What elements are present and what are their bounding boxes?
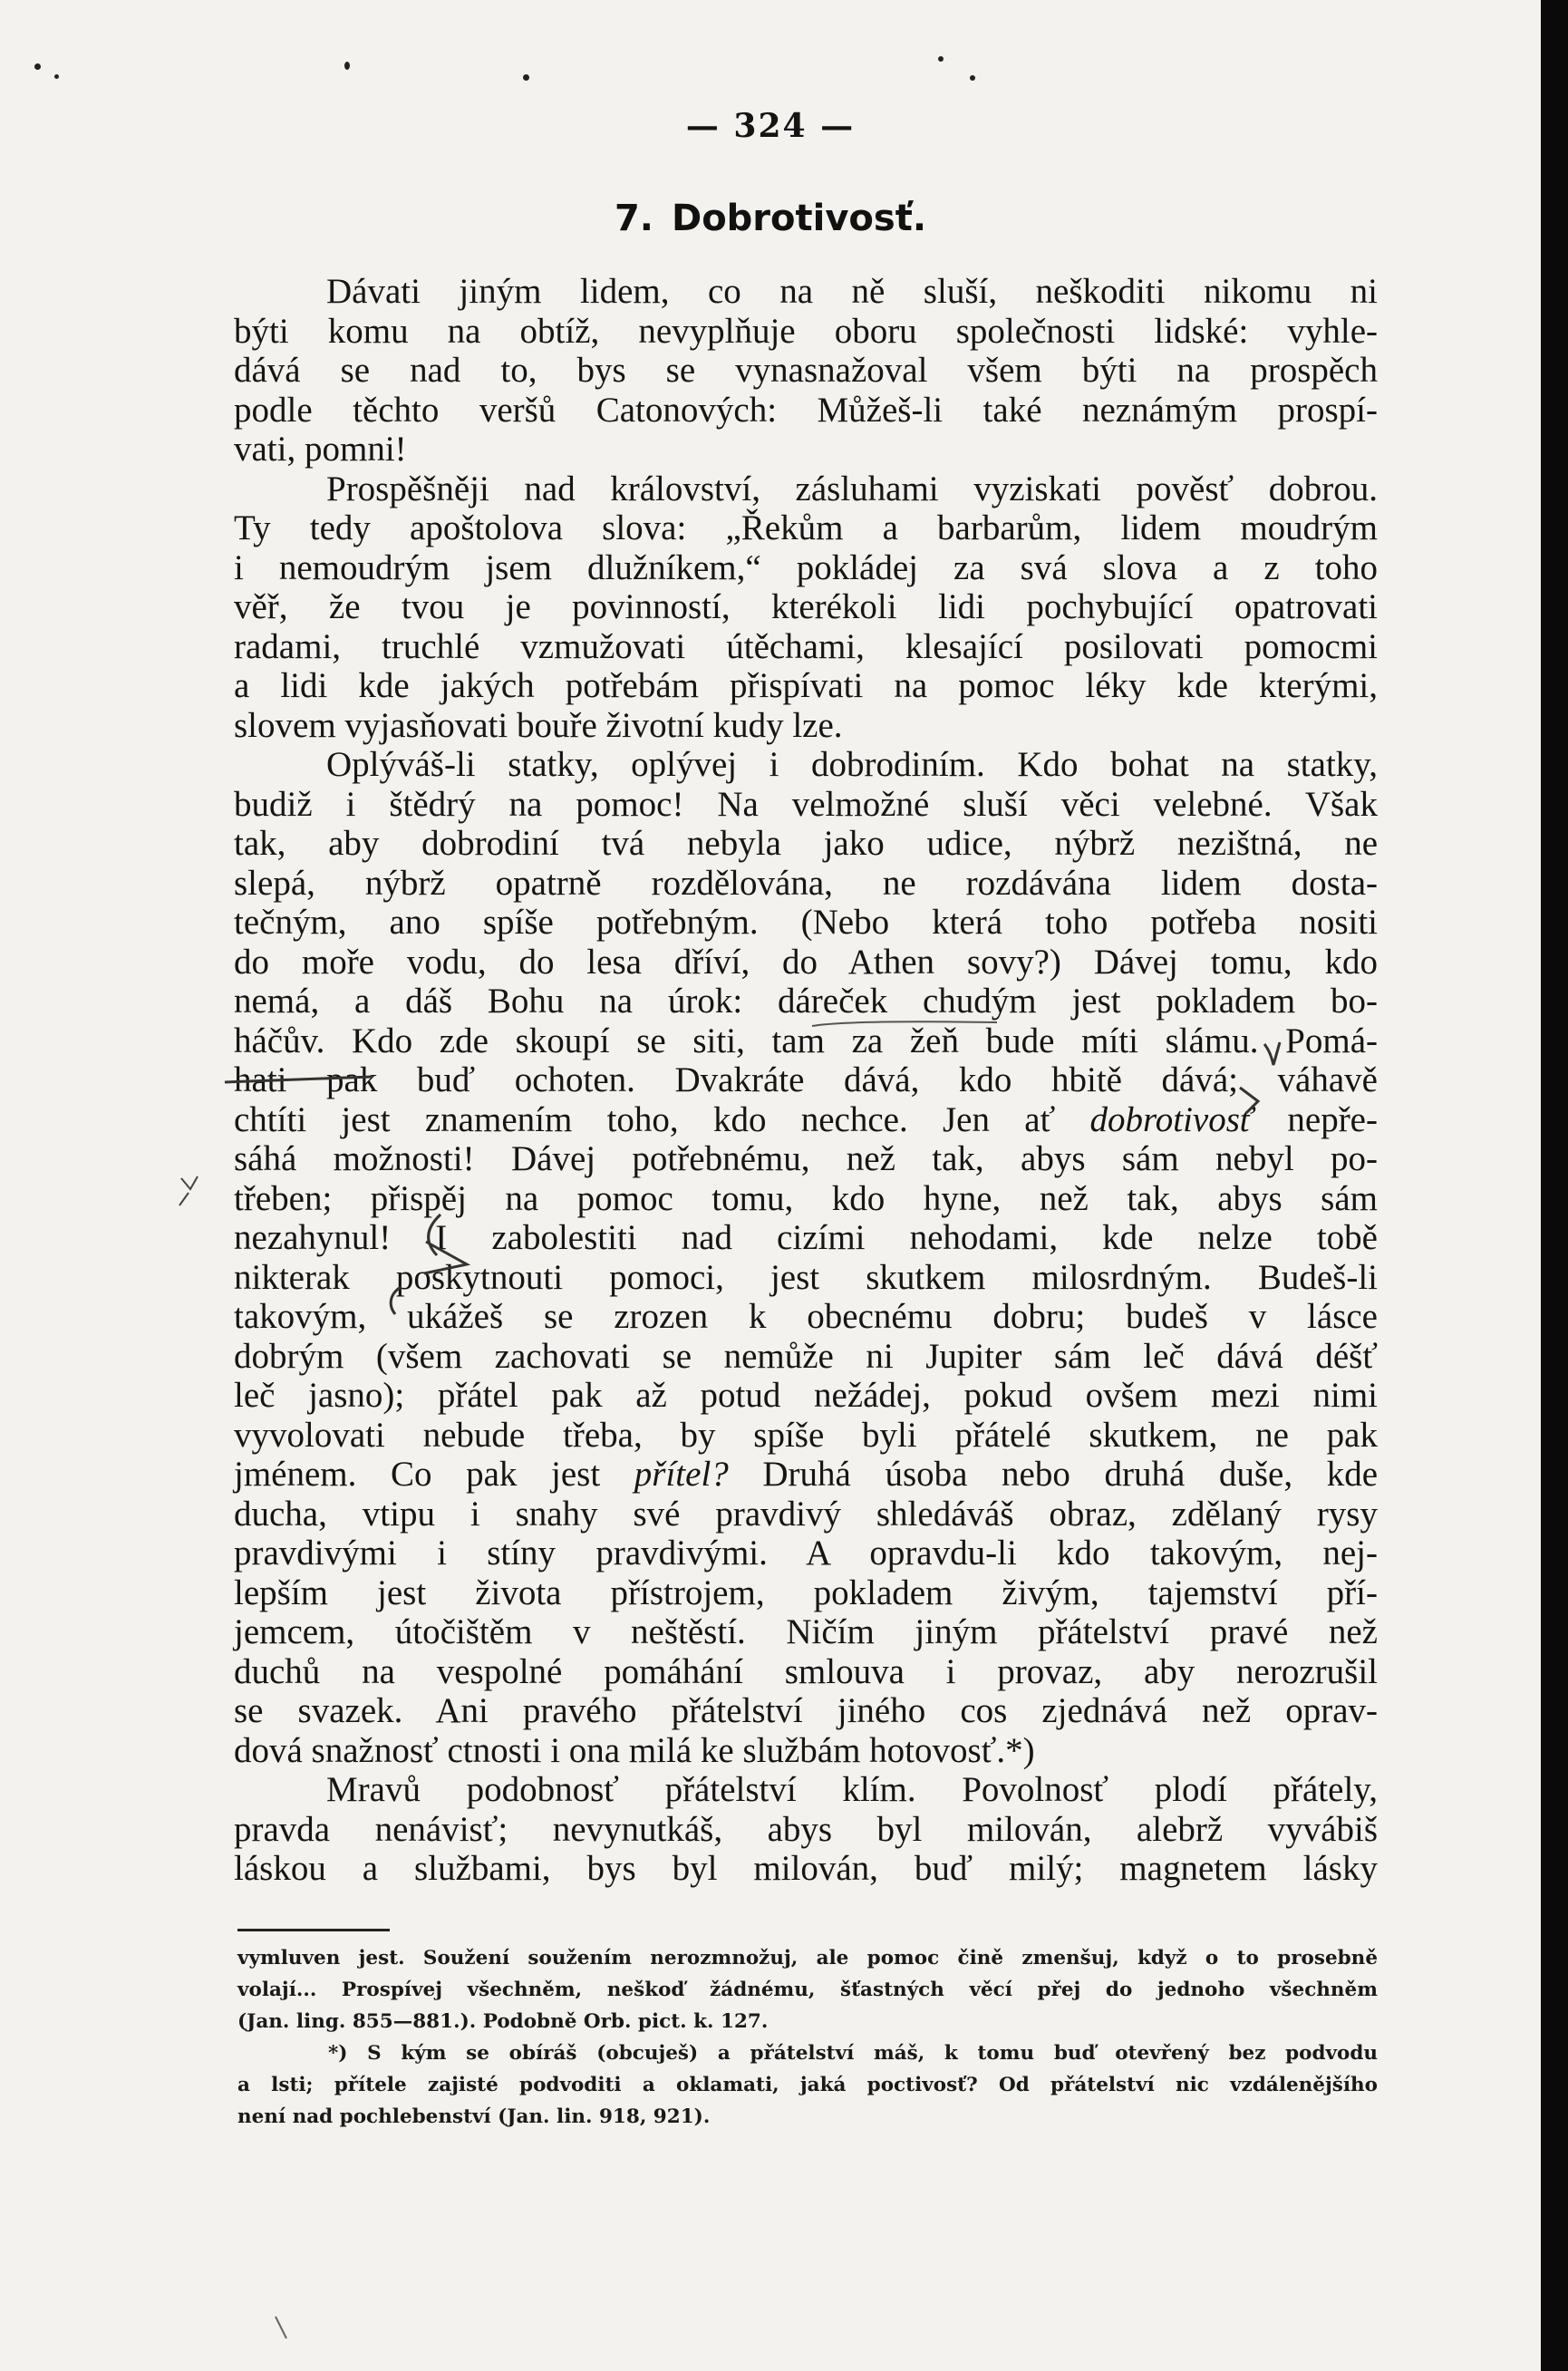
pencil-mark — [276, 2317, 286, 2338]
text-line: sáhá možnosti! Dávej potřebnému, než tak, abys sám nebyl po- — [234, 1139, 1378, 1178]
text-line: jemcem, útočištěm v neštěstí. Ničím jiným přátelství pravé než — [234, 1612, 1378, 1651]
text-line: pravdivými i stíny pravdivými. A opravdu-li kdo takovým, nej- — [234, 1534, 1378, 1573]
paragraph — [234, 1770, 1378, 1889]
text-line: tečným, ano spíše potřebným. (Nebo která toho potřeba nositi — [234, 903, 1378, 942]
text-line: Oplýváš-li statky, oplývej i dobrodiním. Kdo bohat na statky, — [326, 745, 1378, 784]
text-line: věř, že tvou je povinností, kterékoli lidi pochybující opatrovati — [234, 587, 1378, 626]
scan-speck — [938, 56, 944, 62]
paragraph — [234, 272, 1378, 469]
text-line: dává se nad to, bys se vynasnažoval všem býti na prospěch — [234, 351, 1378, 390]
text-line: i nemoudrým jsem dlužníkem,“ pokládej za svá slova a z toho — [234, 547, 1378, 587]
text-line: třeben; přispěj na pomoc tomu, kdo hyne, než tak, abys sám — [234, 1178, 1378, 1218]
paragraph — [234, 469, 1378, 746]
text-line: Mravů podobnosť přátelství klím. Povolnosť plodí přátely, — [326, 1770, 1378, 1809]
text-line: radami, truchlé vzmužovati útěchami, klesající posilovati pomocmi — [234, 626, 1378, 666]
text-line: do moře vodu, do lesa dříví, do Athen sovy?) Dávej tomu, kdo — [234, 942, 1378, 982]
footnote-line: a lsti; přítele zajisté podvoditi a oklamati, jaká poctivosť? Od přátelství nic vzdálenějšího — [237, 2074, 1378, 2096]
text-line: Prospěšněji nad království, zásluhami vyziskati pověsť dobrou. — [326, 469, 1378, 508]
text-line: a lidi kde jakých potřebám přispívati na pomoc léky kde kterými, — [234, 666, 1378, 705]
footnote-rule — [237, 1929, 390, 1931]
text-line: jménem. Co pak jest přítel? Druhá úsoba nebo druhá duše, kde — [234, 1455, 1379, 1494]
text-line: dová snažnosť ctnosti i ona milá ke službám hotovosť.*) — [234, 1730, 1035, 1770]
text-line: Ty tedy apoštolova slova: „Řekům a barbarům, lidem moudrým — [234, 508, 1378, 547]
text-line: býti komu na obtíž, nevyplňuje oboru společnosti lidské: vyhle- — [234, 311, 1378, 351]
text-line: vyvolovati nebude třeba, by spíše byli přátelé skutkem, ne pak — [234, 1415, 1378, 1455]
text-line: leč jasno); přátel pak až potud nežádej, pokud ovšem mezi nimi — [234, 1376, 1378, 1415]
text-line: nikterak poskytnouti pomoci, jest skutkem milosrdným. Budeš-li — [234, 1257, 1378, 1297]
pencil-mark — [181, 1176, 198, 1189]
text-line: dobrým (všem zachovati se nemůže ni Jupiter sám leč dává déšť — [234, 1336, 1378, 1376]
footnote-line: (Jan. ling. 855—881.). Podobně Orb. pict. k. 127. — [237, 2010, 769, 2033]
section-title: Dobrotivosť. — [671, 198, 927, 239]
text-line: tak, aby dobrodiní tvá nebyla jako udice, nýbrž nezištná, ne — [234, 824, 1378, 863]
text-line: chtíti jest znamením toho, kdo nechce. Jen ať dobrotivosť nepře- — [234, 1099, 1378, 1139]
footnote-line: volají... Prospívej všechněm, neškoď žádnému, šťastných věcí přej do jednoho všechněm — [237, 1979, 1378, 2001]
text-line: duchů na vespolné pomáhání smlouva i provaz, aby nerozrušil — [234, 1651, 1378, 1691]
text-line: takovým, ukážeš se zrozen k obecnému dobru; budeš v lásce — [234, 1297, 1378, 1336]
footnote-line: vymluven jest. Soužení soužením nerozmnožuj, ale pomoc čině zmenšuj, když o to prosebně — [237, 1947, 1378, 1969]
scan-speck — [34, 63, 41, 70]
section-number: 7. — [614, 198, 653, 239]
pencil-mark — [179, 1193, 189, 1205]
scan-speck — [970, 75, 975, 81]
paragraph — [234, 745, 1378, 1770]
scan-border — [1541, 0, 1568, 2371]
text-line: vati, pomni! — [234, 430, 407, 469]
footnote-line: *) S kým se obíráš (obcuješ) a přátelství máš, k tomu buď otevřený bez podvodu — [328, 2042, 1378, 2065]
footnote — [237, 1942, 1378, 2037]
text-line: nemá, a dáš Bohu na úrok: dáreček chudým jest pokladem bo- — [234, 982, 1378, 1021]
footnote — [237, 2037, 1378, 2133]
text-line: ducha, vtipu i snahy své pravdivý shledáváš obraz, zdělaný rysy — [234, 1494, 1378, 1534]
text-line: pravda nenávisť; nevynutkáš, abys byl milován, alebrž vyvábiš — [234, 1809, 1378, 1849]
footnotes — [237, 1942, 1378, 2133]
text-line: láskou a službami, bys byl milován, buď milý; magnetem lásky — [234, 1849, 1378, 1888]
section-heading — [0, 198, 1541, 239]
text-line: Dávati jiným lidem, co na ně sluší, neškoditi nikomu ni — [326, 272, 1378, 311]
text-line: slepá, nýbrž opatrně rozdělována, ne rozdávána lidem dosta- — [234, 863, 1378, 903]
scan-speck — [344, 62, 350, 70]
page-number: — 324 — — [685, 107, 856, 145]
text-line: lepším jest života přístrojem, pokladem živým, tajemství pří- — [234, 1573, 1378, 1612]
text-line: slovem vyjasňovati bouře životní kudy lze. — [234, 705, 843, 745]
text-line: se svazek. Ani pravého přátelství jiného cos zjednává než oprav- — [234, 1691, 1378, 1730]
body-text — [234, 272, 1378, 1889]
footnote-line: není nad pochlebenství (Jan. lin. 918, 921). — [237, 2105, 711, 2128]
text-line: hati pak buď ochoten. Dvakráte dává, kdo hbitě dává; váhavě — [234, 1060, 1378, 1099]
scan-speck — [523, 74, 529, 81]
text-line: podle těchto veršů Catonových: Můžeš-li také neznámým prospí- — [234, 390, 1378, 430]
text-line: háčův. Kdo zde skoupí se siti, tam za žeň bude míti slámu. Pomá- — [234, 1021, 1378, 1060]
text-line: budiž i štědrý na pomoc! Na velmožné sluší věci velebné. Však — [234, 784, 1378, 824]
text-line: nezahynul! I zabolestiti nad cizími nehodami, kde nelze tobě — [234, 1218, 1378, 1257]
scan-speck — [54, 74, 59, 79]
